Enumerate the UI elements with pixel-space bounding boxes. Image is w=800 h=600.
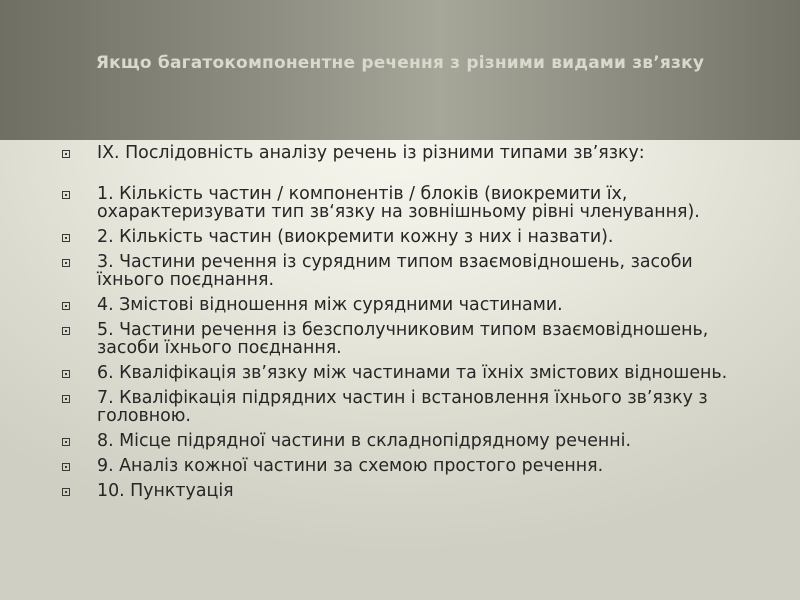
- square-bullet-icon: [62, 488, 70, 496]
- list-item: [62, 228, 762, 246]
- list-item: [62, 482, 762, 500]
- square-bullet-icon: [62, 463, 70, 471]
- list-item: [62, 185, 762, 221]
- list-item: [62, 296, 762, 314]
- list-item: [62, 253, 762, 289]
- list-item: [62, 364, 762, 382]
- list-item: [62, 389, 762, 425]
- square-bullet-icon: [62, 150, 70, 158]
- list-item-text: 1. Кількість частин / компонентів / блоків (виокремити їх, охарактеризувати тип зв‘язку на зовнішньому рівні членування).: [97, 184, 700, 222]
- list-item: [62, 321, 762, 357]
- list-item: [62, 432, 762, 450]
- square-bullet-icon: [62, 370, 70, 378]
- list-item: [62, 457, 762, 475]
- square-bullet-icon: [62, 234, 70, 242]
- square-bullet-icon: [62, 395, 70, 403]
- square-bullet-icon: [62, 327, 70, 335]
- list-item-text: 5. Частини речення із безсполучниковим типом взаємовідношень, засоби їхнього поєднання.: [97, 320, 709, 358]
- square-bullet-icon: [62, 302, 70, 310]
- list-item-text: 4. Змістові відношення між сурядними частинами.: [97, 295, 563, 315]
- square-bullet-icon: [62, 438, 70, 446]
- list-item: [62, 144, 762, 162]
- list-item-text: 7. Кваліфікація підрядних частин і встановлення їхнього зв’язку з головною.: [97, 388, 708, 426]
- list-item-text: 8. Місце підрядної частини в складнопідрядному реченні.: [97, 431, 631, 451]
- list-item-text: IX. Послідовність аналізу речень із різними типами зв’язку:: [97, 143, 645, 163]
- square-bullet-icon: [62, 191, 70, 199]
- list-item-text: 3. Частини речення із сурядним типом взаємовідношень, засоби їхнього поєднання.: [97, 252, 693, 290]
- square-bullet-icon: [62, 259, 70, 267]
- list-item-text: 2. Кількість частин (виокремити кожну з них і назвати).: [97, 227, 614, 247]
- list-item-text: 9. Аналіз кожної частини за схемою простого речення.: [97, 456, 604, 476]
- list-item-text: 6. Кваліфікація зв’язку між частинами та їхніх змістових відношень.: [97, 363, 728, 383]
- list-item-text: 10. Пунктуація: [97, 481, 234, 501]
- bullet-list: [62, 144, 762, 507]
- slide-title: Якщо багатокомпонентне речення з різними видами зв’язку: [95, 53, 705, 73]
